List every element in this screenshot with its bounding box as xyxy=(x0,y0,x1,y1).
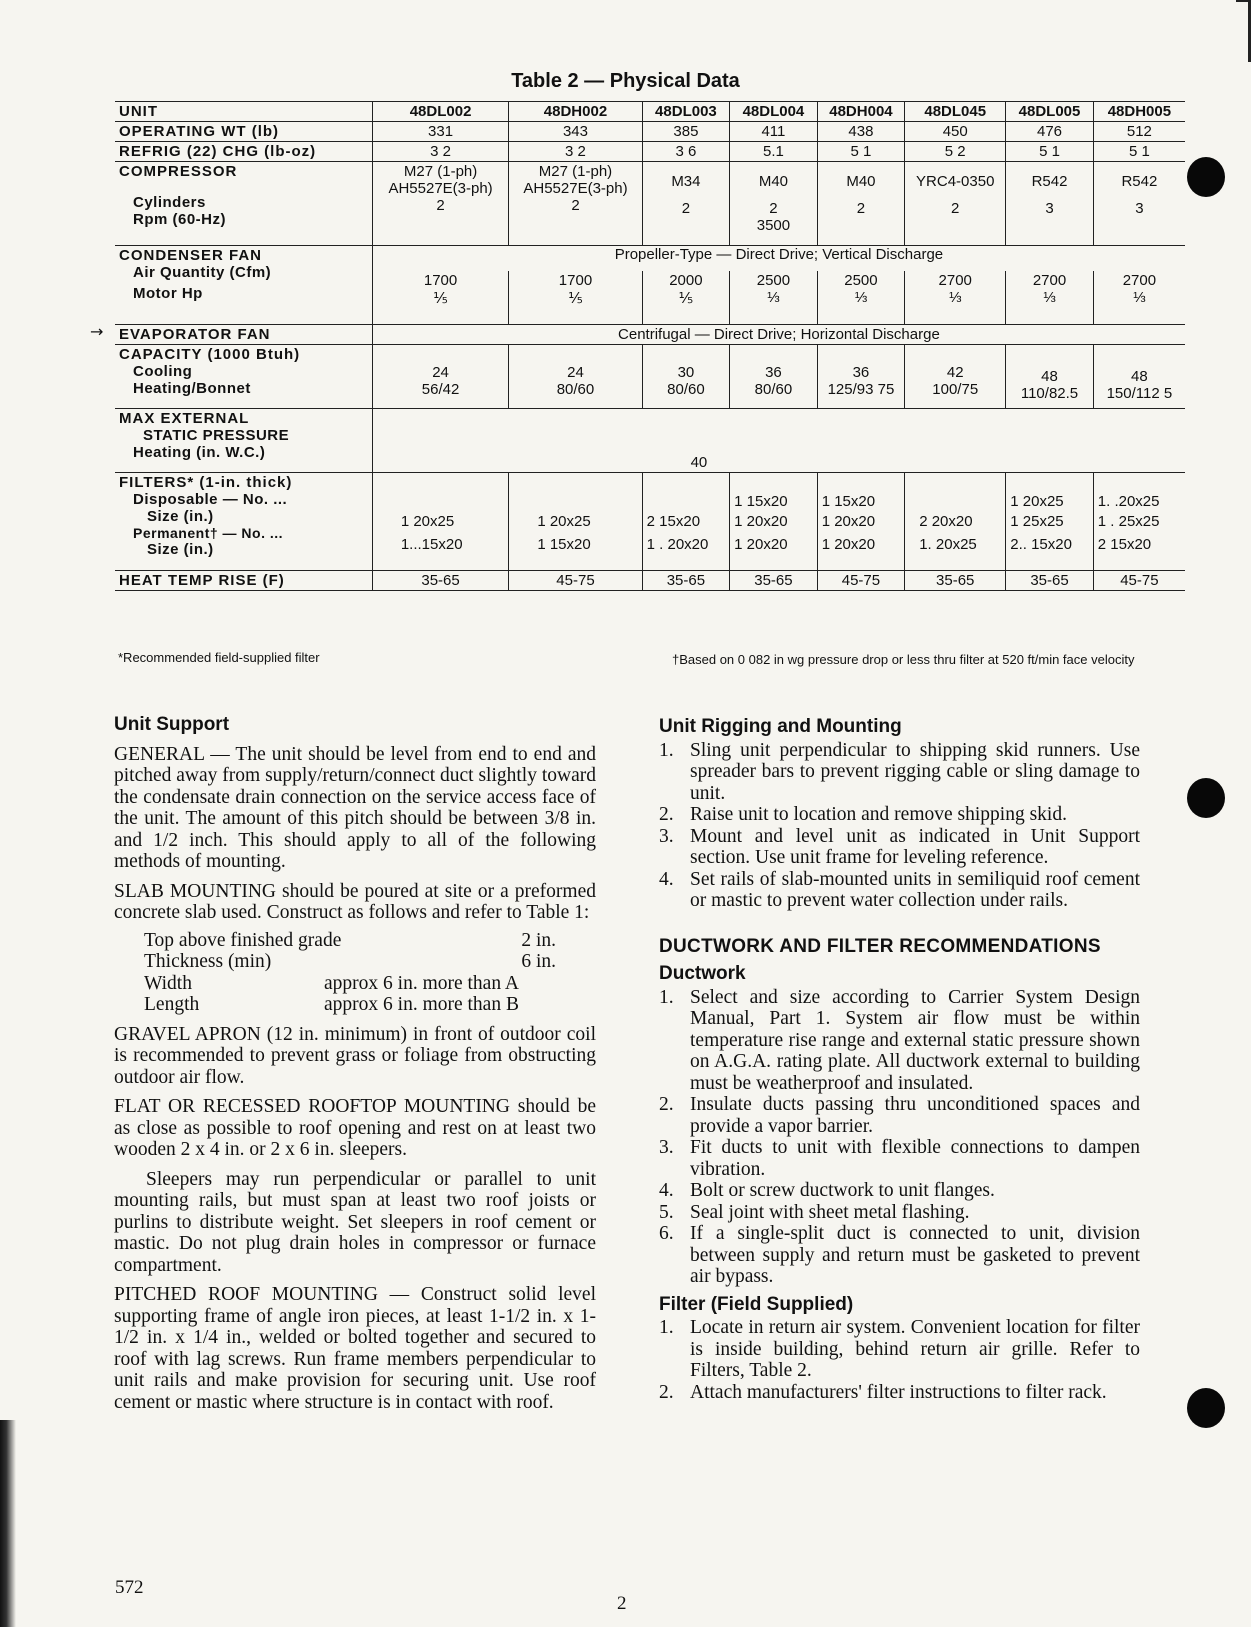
evaporator-fan-row xyxy=(115,325,1185,345)
cylinder-count: 2 xyxy=(769,200,778,217)
row-sublabel: Cooling xyxy=(133,363,193,380)
cylinder-count: 2 xyxy=(681,200,691,217)
cylinder-count: 2 xyxy=(856,200,866,217)
table-cell: 1 15x20 xyxy=(734,493,788,510)
row-sublabel: Size (in.) xyxy=(147,541,214,558)
slab-row xyxy=(144,973,596,995)
table-cell: 5.1 xyxy=(730,142,818,162)
table-cell: 48 xyxy=(1131,368,1148,385)
compressor-model: M27 (1-ph) xyxy=(538,163,613,180)
table-cell: 48 xyxy=(1041,368,1058,385)
compressor-model: M27 (1-ph) xyxy=(403,163,478,180)
row-sublabel: Permanent† — No. ... xyxy=(133,525,284,541)
paragraph-slab: SLAB MOUNTING should be poured at site or a preformed concrete slab used. Construct as follows and refer to Table 1: xyxy=(114,880,596,923)
table-cell: 5 2 xyxy=(905,142,1006,162)
list-item: 2. Attach manufacturers' filter instructions to filter rack. xyxy=(659,1381,1107,1403)
table-cell: 1...15x20 xyxy=(400,536,463,553)
list-item: 3. Fit ducts to unit with flexible connections to dampen vibration. xyxy=(659,1137,1140,1180)
list-item: 1. Select and size according to Carrier System Design Manual, Part 1. System air flow must be within temperature rise range and external static pressure shown on A.G.A. rating plate. All ductwork external to building must be weatherproof and insulated. xyxy=(659,986,1140,1094)
table-cell: 80/60 xyxy=(667,381,705,398)
unit-header: 48DL002 xyxy=(372,102,508,122)
compressor-model: M34 xyxy=(671,173,701,190)
cylinder-count: 3 xyxy=(1045,200,1054,217)
list-item: 2. Raise unit to location and remove shipping skid. xyxy=(659,804,1067,825)
table-cell: 36 xyxy=(852,364,870,381)
table-cell: 24 xyxy=(567,364,584,381)
table-cell: 450 xyxy=(905,122,1006,142)
table-cell: 1. 20x25 xyxy=(919,536,977,553)
cylinder-count: 3 xyxy=(1135,200,1144,217)
table-cell: 476 xyxy=(1006,122,1094,142)
row-label: EVAPORATOR FAN xyxy=(119,326,271,343)
table-cell: 35-65 xyxy=(905,571,1006,591)
table-cell: 512 xyxy=(1093,122,1185,142)
table-footnote-left: *Recommended field-supplied filter xyxy=(118,650,320,665)
table-cell: 150/112 5 xyxy=(1106,385,1173,402)
compressor-model: M40 xyxy=(758,173,789,190)
scan-edge-shadow xyxy=(0,1420,16,1627)
table-cell: 35-65 xyxy=(730,571,818,591)
table-cell: ⅓ xyxy=(948,288,962,306)
compressor-model: R542 xyxy=(1031,173,1068,190)
table-cell: 45-75 xyxy=(817,571,905,591)
table-cell: 2.. 15x20 xyxy=(1010,536,1072,553)
section-heading-ductwork-filter: DUCTWORK AND FILTER RECOMMENDATIONS xyxy=(659,935,1101,957)
row-sublabel: Heating (in. W.C.) xyxy=(133,444,266,461)
table-cell: 2700 xyxy=(1032,271,1067,289)
table-cell: 1 . 20x20 xyxy=(646,536,709,553)
table-cell: 2700 xyxy=(938,271,972,289)
table-cell: 35-65 xyxy=(642,571,730,591)
physical-data-table xyxy=(115,101,1185,591)
compressor-model: AH5527E(3-ph) xyxy=(523,180,628,197)
revision-dot-marker xyxy=(1187,1388,1225,1428)
unit-header: 48DL045 xyxy=(905,102,1006,122)
cylinder-count: 2 xyxy=(571,197,580,214)
table-cell: ⅓ xyxy=(1043,288,1056,306)
row-label: OPERATING WT (lb) xyxy=(119,123,280,140)
compressor-row xyxy=(115,162,1185,246)
slab-row xyxy=(144,951,596,973)
list-item: 4. Bolt or screw ductwork to unit flanges. xyxy=(659,1180,995,1201)
table-cell: 331 xyxy=(372,122,508,142)
table-cell: 3 6 xyxy=(642,142,730,162)
row-sublabel: Size (in.) xyxy=(147,508,214,525)
table-cell: 1700 xyxy=(423,271,458,289)
compressor-model: M40 xyxy=(846,173,876,190)
row-label: MAX EXTERNAL xyxy=(119,410,250,427)
slab-row xyxy=(144,994,596,1016)
row-label: CONDENSER FAN xyxy=(119,247,263,264)
row-label: CAPACITY (1000 Btuh) xyxy=(119,346,301,363)
row-sublabel: Rpm (60-Hz) xyxy=(133,211,227,228)
paragraph-pitched-roof: PITCHED ROOF MOUNTING — Construct solid level supporting frame of angle iron pieces, at least 1-1/2 in. x 1-1/2 in. x 1/4 in., welded or bolted together and secured to roof with lag screws. Run frame members perpendicular to unit rails and make provision for securing unit. Use roof cement or mastic where structure is in contact with roof. xyxy=(114,1284,596,1413)
row-label: FILTERS* (1-in. thick) xyxy=(119,474,293,491)
table-cell: 3 2 xyxy=(372,142,508,162)
table-cell: 42 xyxy=(946,364,964,381)
table-cell: 343 xyxy=(509,122,642,142)
row-label: HEAT TEMP RISE (F) xyxy=(119,572,285,589)
table-cell: 2700 xyxy=(1122,271,1157,289)
slab-row-value: 6 in. xyxy=(521,951,556,972)
unit-header: 48DL004 xyxy=(730,102,818,122)
compressor-model: YRC4-0350 xyxy=(916,173,995,190)
slab-row-key: Top above finished grade xyxy=(144,929,342,951)
table-cell: 1 20x25 xyxy=(537,513,591,530)
section-heading-rigging: Unit Rigging and Mounting xyxy=(659,716,902,737)
table-cell: 1 20x20 xyxy=(821,513,876,530)
table-cell: 24 xyxy=(432,364,449,381)
ductwork-steps xyxy=(659,987,1140,1288)
paragraph-flat-mounting: FLAT OR RECESSED ROOFTOP MOUNTING should be as close as possible to roof opening and rest on at least two wooden 2 x 4 in. or 2 x 6 in. sleepers. xyxy=(114,1096,596,1160)
list-item: 2. Insulate ducts passing thru unconditioned spaces and provide a vapor barrier. xyxy=(659,1094,1140,1137)
section-heading-unit-support: Unit Support xyxy=(114,714,230,735)
table-cell: 2000 xyxy=(669,271,703,289)
table-cell: 80/60 xyxy=(754,381,793,398)
table-cell: 56/42 xyxy=(421,381,460,398)
slab-row-key: Width xyxy=(144,972,192,994)
table-cell: 1700 xyxy=(558,271,593,289)
heat-temp-rise-row xyxy=(115,571,1185,591)
table-cell: 1 20x25 xyxy=(400,513,455,530)
table-cell: 2 15x20 xyxy=(646,513,701,530)
row-label: REFRIG (22) CHG (lb-oz) xyxy=(119,143,317,160)
table-cell: 1 20x20 xyxy=(734,513,788,530)
row-sublabel: Motor Hp xyxy=(133,285,203,302)
table-cell: 1. .20x25 xyxy=(1097,493,1160,510)
capacity-row xyxy=(115,345,1185,409)
static-pressure-row xyxy=(115,409,1185,473)
operating-weight-row xyxy=(115,122,1185,142)
table-cell: 3 2 xyxy=(509,142,642,162)
slab-row xyxy=(144,930,596,952)
rigging-steps xyxy=(659,740,1140,912)
refrigerant-charge-row xyxy=(115,142,1185,162)
table-cell: 1 15x20 xyxy=(821,493,876,510)
table-cell: 45-75 xyxy=(1093,571,1185,591)
table-cell: ⅕ xyxy=(568,289,583,307)
table-cell: 1 20x20 xyxy=(734,536,788,553)
evaporator-fan-type: Centrifugal — Direct Drive; Horizontal Discharge xyxy=(372,325,1185,345)
row-label: COMPRESSOR xyxy=(119,163,238,180)
table-cell: 2500 xyxy=(756,271,791,289)
table-cell: 100/75 xyxy=(932,381,979,398)
table-cell: 1 25x25 xyxy=(1010,513,1064,530)
compressor-model: R542 xyxy=(1121,173,1158,190)
unit-header: 48DH005 xyxy=(1093,102,1185,122)
table-cell: 125/93 75 xyxy=(827,381,895,398)
table-cell: 1 15x20 xyxy=(537,536,591,553)
table-cell: 2 20x20 xyxy=(919,513,973,530)
unit-header: 48DH002 xyxy=(509,102,642,122)
table-cell: 5 1 xyxy=(1093,142,1185,162)
slab-row-value: approx 6 in. more than B xyxy=(324,994,519,1015)
table-cell xyxy=(377,493,504,513)
unit-header: 48DH004 xyxy=(817,102,905,122)
cylinder-count: 2 xyxy=(436,197,445,214)
row-sublabel: Air Quantity (Cfm) xyxy=(133,264,272,281)
table-cell: ⅓ xyxy=(854,288,868,306)
condenser-fan-type-row xyxy=(115,246,1185,271)
right-column xyxy=(659,716,1140,1409)
table-cell xyxy=(513,493,637,513)
cylinder-count: 2 xyxy=(951,200,960,217)
row-label: STATIC PRESSURE xyxy=(143,427,290,444)
table-cell: 80/60 xyxy=(556,381,595,398)
filter-steps xyxy=(659,1317,1140,1403)
page-number: 2 xyxy=(617,1593,627,1614)
row-sublabel: Cylinders xyxy=(133,194,206,211)
table-cell: ⅕ xyxy=(678,289,694,307)
paragraph-gravel: GRAVEL APRON (12 in. minimum) in front of outdoor coil is recommended to prevent grass or foliage from obstructing outdoor air flow. xyxy=(114,1023,596,1088)
table-footnote-right: †Based on 0 082 in wg pressure drop or less thru filter at 520 ft/min face velocity xyxy=(672,652,1135,667)
table-cell: 385 xyxy=(642,122,730,142)
change-arrow-mark: → xyxy=(90,322,104,341)
page-corner-mark xyxy=(1236,0,1251,62)
slab-row-value: approx 6 in. more than A xyxy=(324,972,519,994)
table-cell: 45-75 xyxy=(509,571,642,591)
table-cell: 5 1 xyxy=(817,142,905,162)
unit-header-row xyxy=(115,102,1185,122)
table-title: Table 2 — Physical Data xyxy=(511,70,740,92)
list-item: 1. Locate in return air system. Convenient location for filter is inside building, behind return air grille. Refer to Filters, Table 2. xyxy=(659,1317,1140,1381)
list-item: 1. Sling unit perpendicular to shipping skid runners. Use spreader bars to prevent rigging cable or sling damage to unit. xyxy=(659,739,1140,804)
list-item: 3. Mount and level unit as indicated in Unit Support section. Use unit frame for leveling reference. xyxy=(659,825,1140,868)
table-cell: 2 15x20 xyxy=(1097,536,1152,553)
table-cell: 110/82.5 xyxy=(1020,385,1079,402)
table-cell: 438 xyxy=(817,122,905,142)
compressor-model: AH5527E(3-ph) xyxy=(388,180,493,197)
left-column xyxy=(114,714,596,1421)
table-cell: 411 xyxy=(730,122,818,142)
table-cell: ⅓ xyxy=(767,288,780,306)
paragraph-general: GENERAL — The unit should be level from end to end and pitched away from supply/return/connect duct slightly toward the condensate drain connection on the service access face of the unit. The amount of this pitch should be between 3/8 in. and 1/2 inch. This should apply to all of the following methods of mounting. xyxy=(114,743,596,872)
table-cell: ⅓ xyxy=(1133,288,1146,306)
slab-row-value: 2 in. xyxy=(521,929,556,951)
table-cell: 1 20x20 xyxy=(821,536,876,553)
table-cell: ⅕ xyxy=(433,289,448,307)
row-sublabel: Heating/Bonnet xyxy=(133,380,251,397)
slab-row-key: Thickness (min) xyxy=(144,951,272,972)
table-cell xyxy=(909,493,1001,513)
document-code: 572 xyxy=(115,1577,144,1598)
table-cell: 1 20x25 xyxy=(1010,493,1064,510)
list-item: 6. If a single-split duct is connected to unit, division between supply and return must be gasketed to prevent air bypass. xyxy=(659,1223,1140,1287)
table-cell: 2500 xyxy=(844,271,878,289)
subheading-ductwork: Ductwork xyxy=(659,963,746,984)
revision-dot-marker xyxy=(1187,778,1225,818)
row-label: UNIT xyxy=(119,103,158,120)
list-item: 5. Seal joint with sheet metal flashing. xyxy=(659,1201,970,1223)
unit-header: 48DL003 xyxy=(642,102,730,122)
table-cell: 30 xyxy=(677,364,695,381)
table-cell: 5 1 xyxy=(1006,142,1094,162)
slab-row-key: Length xyxy=(144,994,200,1015)
subheading-filter: Filter (Field Supplied) xyxy=(659,1293,854,1315)
list-item: 4. Set rails of slab-mounted units in semiliquid roof cement or mastic to prevent water collection under rails. xyxy=(659,868,1140,911)
slab-dimensions xyxy=(144,930,596,1016)
condenser-fan-type: Propeller-Type — Direct Drive; Vertical Discharge xyxy=(372,246,1185,271)
static-pressure-value: 40 xyxy=(690,454,708,471)
row-sublabel: Disposable — No. ... xyxy=(133,491,288,508)
table-cell: 35-65 xyxy=(372,571,508,591)
table-cell xyxy=(647,493,726,513)
filters-row xyxy=(115,473,1185,571)
rpm-value: 3500 xyxy=(756,217,791,234)
table-cell: 35-65 xyxy=(1006,571,1094,591)
revision-dot-marker xyxy=(1187,157,1225,197)
table-cell: 1 . 25x25 xyxy=(1097,513,1160,530)
paragraph-sleepers: Sleepers may run perpendicular or parallel to unit mounting rails, but must span at least two roof joists or purlins to distribute weight. Set sleepers in roof cement or mastic. Do not plug drain holes in compressor or furnace compartment. xyxy=(114,1168,596,1276)
table-cell: 36 xyxy=(765,364,782,381)
unit-header: 48DL005 xyxy=(1006,102,1094,122)
